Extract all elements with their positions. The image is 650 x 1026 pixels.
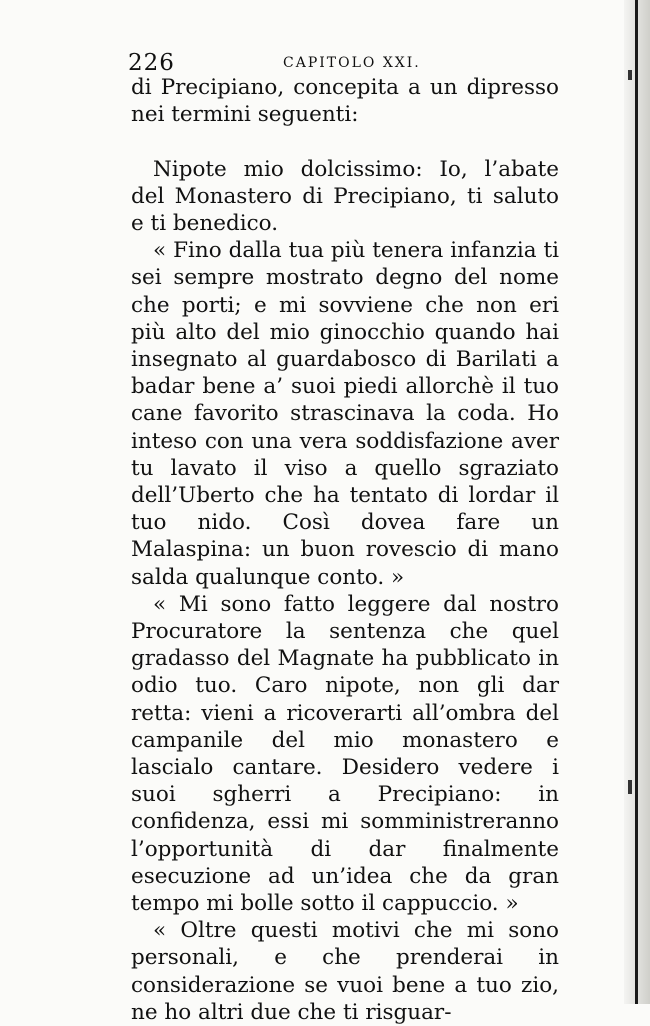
paragraph: di Precipiano, concepita a un dipresso nei termini seguenti:: [131, 75, 559, 128]
chapter-title: CAPITOLO XXI.: [283, 55, 421, 71]
running-head: [128, 50, 568, 76]
body-text: [131, 74, 559, 1026]
edge-mark: [628, 780, 632, 794]
binding-edge-line: [635, 0, 638, 1004]
paragraph: « Mi sono fatto leggere dal nostro Procuratore la sentenza che quel gradasso del Magnate ha pubblicato in odio tuo. Caro nipote, non gli dar retta: vieni a ricoverarti all’ombra del campanile del mio monastero e lascialo cantare. Desidero vedere i suoi sgherri a Precipiano: in confidenza, essi mi somministreranno l’opportunità di dar finalmente esecuzione ad un’idea che da gran tempo mi bolle sotto il cappuccio. »: [131, 591, 559, 917]
paragraph: « Fino dalla tua più tenera infanzia ti sei sempre mostrato degno del nome che porti; e mi sovviene che non eri più alto del mio ginocchio quando hai insegnato al guardabosco di Barilati a badar bene a’ suoi piedi allorchè il tuo cane favorito strascinava la coda. Ho inteso con una vera soddisfazione aver tu lavato il viso a quello sgraziato dell’Uberto che ha tentato di lordar il tuo nido. Così dovea fare un Malaspina: un buon rovescio di mano salda qualunque conto. »: [131, 238, 559, 590]
paragraph: « Oltre questi motivi che mi sono personali, e che prenderai in considerazione se vuoi bene a tuo zio, ne ho altri due che ti risguar-: [131, 918, 559, 1025]
page-number: 226: [128, 50, 175, 76]
paragraph: Nipote mio dolcissimo: Io, l’abate del Monastero di Precipiano, ti saluto e ti benedico.: [131, 156, 559, 236]
paragraph-gap: [131, 128, 559, 155]
edge-mark: [628, 70, 632, 80]
